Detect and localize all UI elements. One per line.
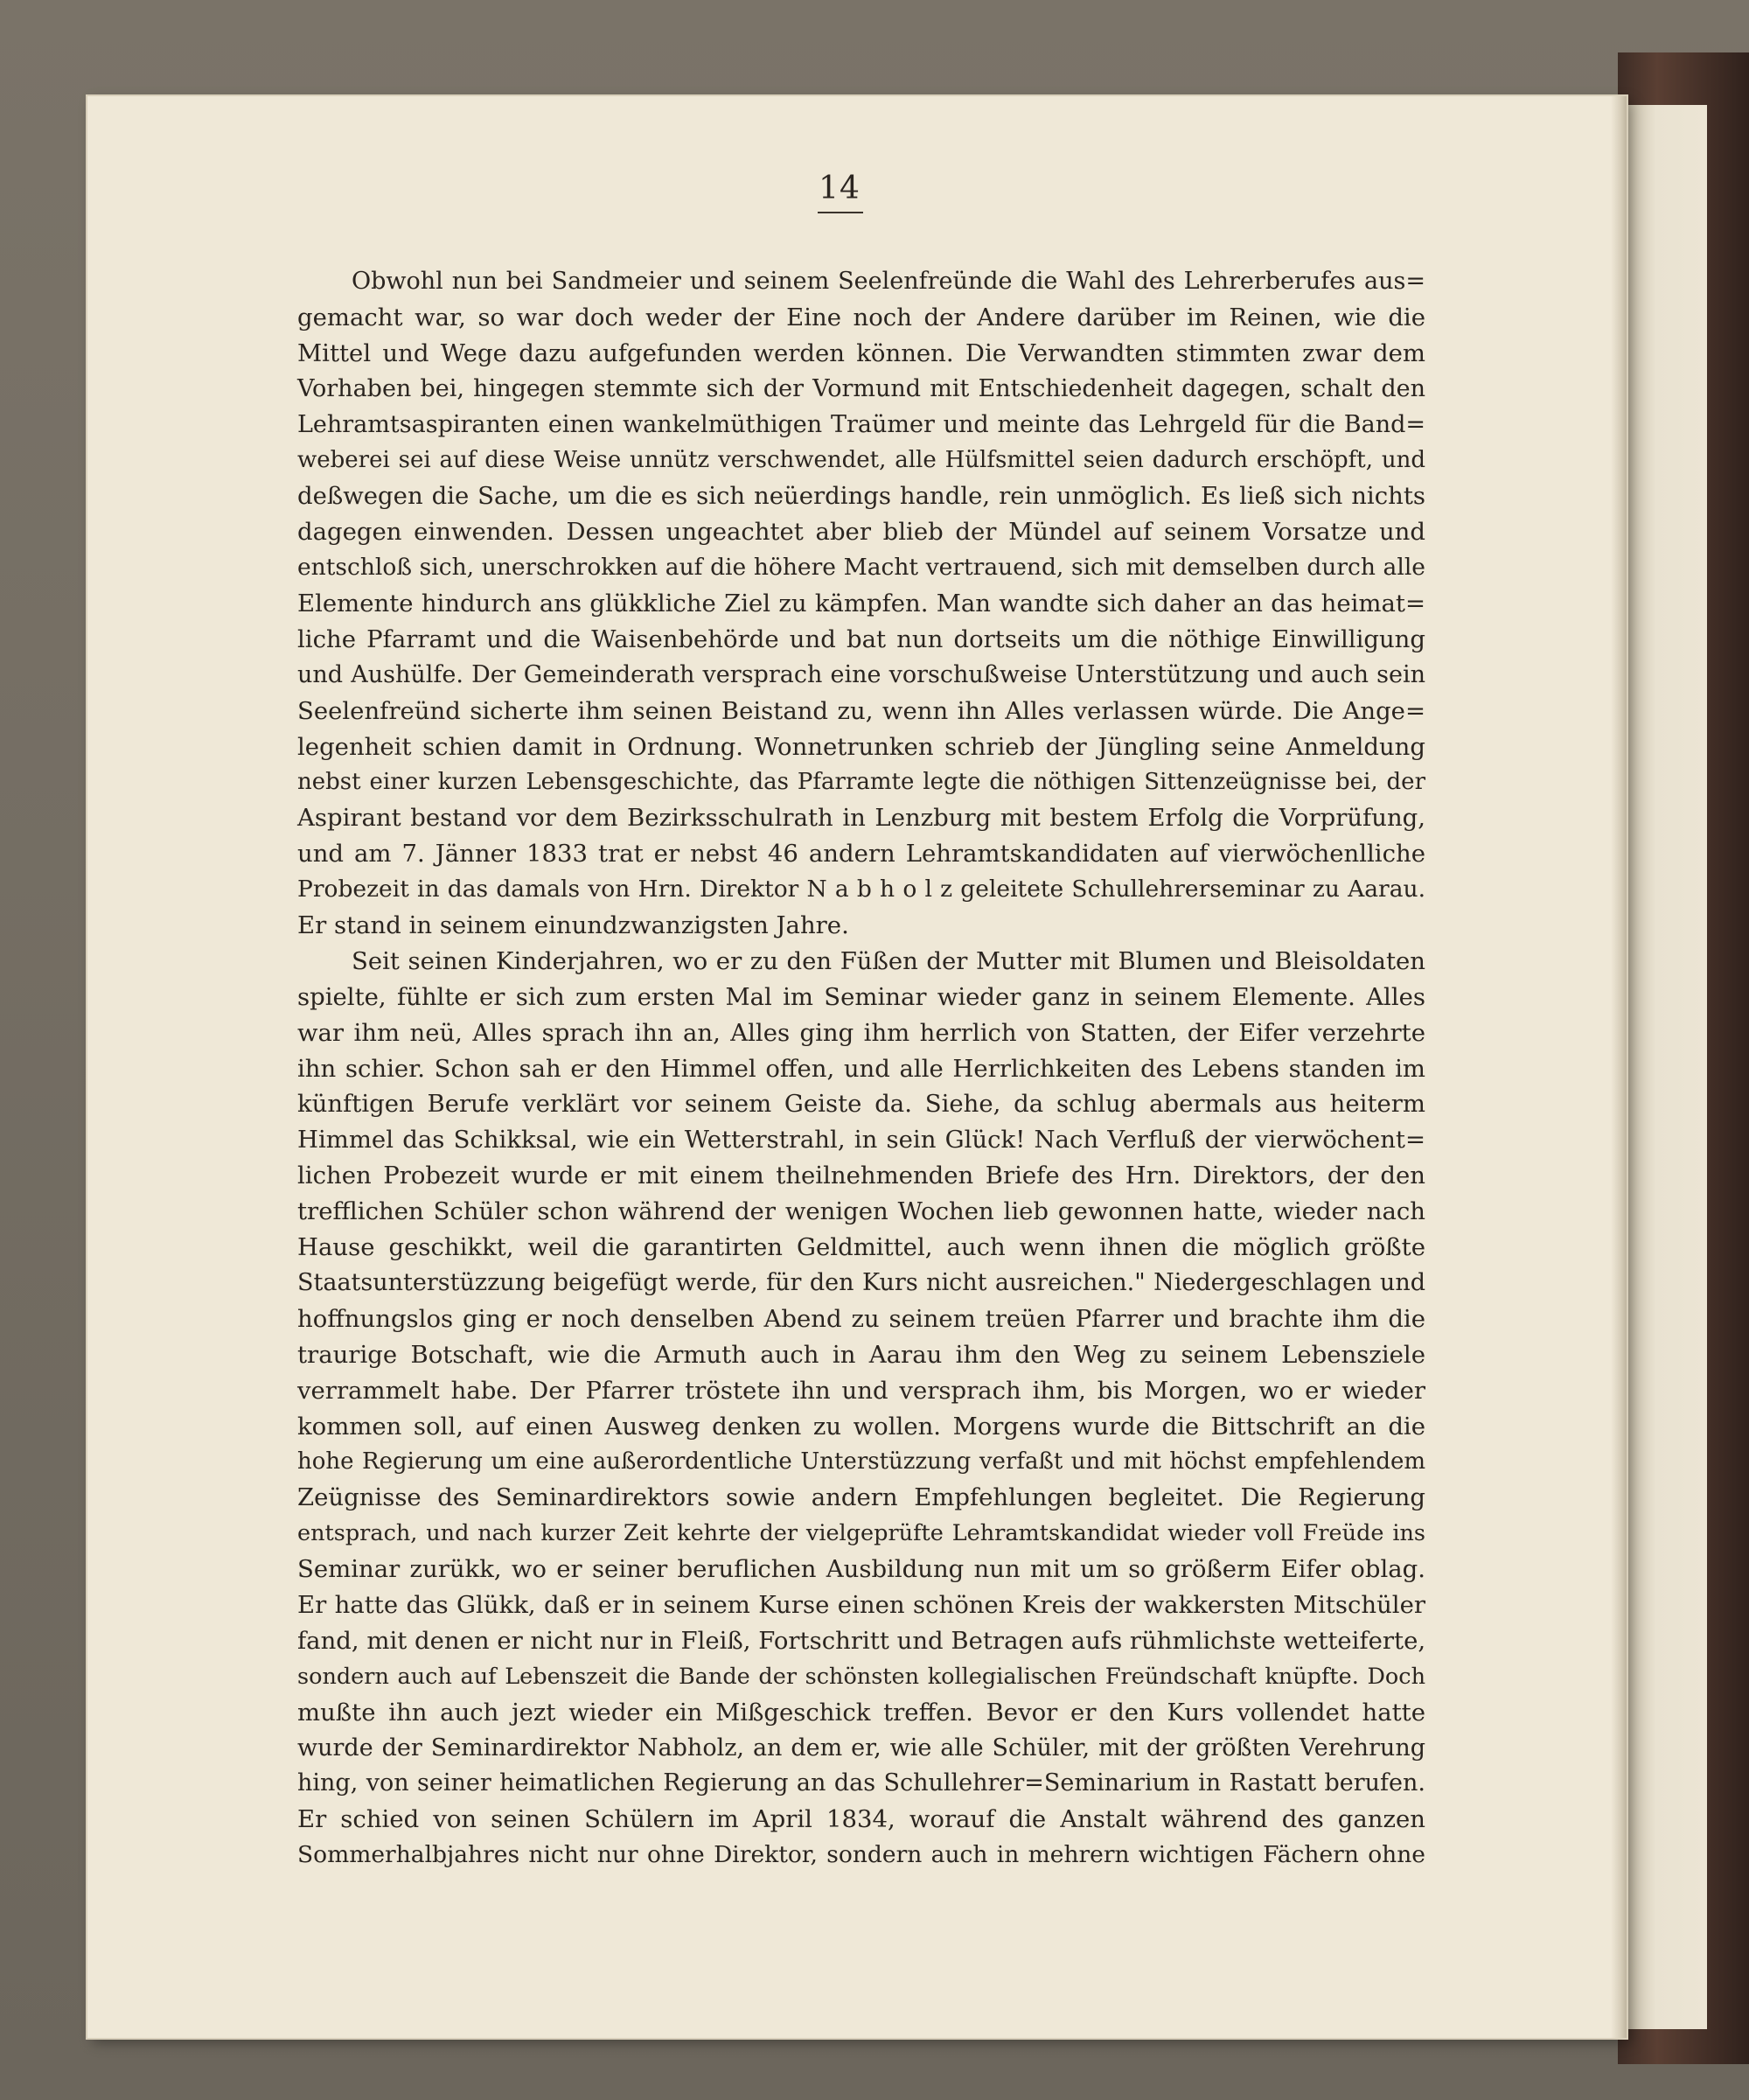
- text-line: trefflichen Schüler schon während der wenigen Wochen lieb gewonnen hatte, wieder nach: [297, 1197, 1425, 1226]
- text-line: Er hatte das Glükk, daß er in seinem Kurse einen schönen Kreis der wakkersten Mitschüler: [297, 1590, 1425, 1619]
- body-text: [297, 264, 1425, 1873]
- text-line: Mittel und Wege dazu aufgefunden werden können. Die Verwandten stimmten zwar dem: [297, 338, 1425, 367]
- text-line: wurde der Seminardirektor Nabholz, an dem er, wie alle Schüler, mit der größten Verehrung: [297, 1734, 1425, 1762]
- text-line: war ihm neü, Alles sprach ihn an, Alles ging ihm herrlich von Statten, der Eifer verzehrte: [297, 1018, 1425, 1047]
- text-line: Hause geschikkt, weil die garantirten Geldmittel, auch wenn ihnen die möglich größte: [297, 1233, 1425, 1262]
- text-line: liche Pfarramt und die Waisenbehörde und bat nun dortseits um die nöthige Einwilligung: [297, 624, 1425, 653]
- text-line: traurige Botschaft, wie die Armuth auch in Aarau ihm den Weg zu seinem Lebensziele: [297, 1340, 1425, 1369]
- text-line: Elemente hindurch ans glükkliche Ziel zu kämpfen. Man wandte sich daher an das heimat=: [297, 590, 1425, 618]
- text-line: gemacht war, so war doch weder der Eine noch der Andere darüber im Reinen, wie die: [297, 303, 1425, 331]
- text-line: Er stand in seinem einundzwanzigsten Jahre.: [297, 911, 849, 940]
- text-line: weberei sei auf diese Weise unnütz verschwendet, alle Hülfsmittel seien dadurch erschöpft, und: [297, 447, 1425, 474]
- text-line: nebst einer kurzen Lebensgeschichte, das Pfarramte legte die nöthigen Sittenzeügnisse bei, der: [297, 769, 1425, 796]
- text-line: Aspirant bestand vor dem Bezirksschulrath in Lenzburg mit bestem Erfolg die Vorprüfung,: [297, 804, 1425, 833]
- text-line: Seminar zurükk, wo er seiner beruflichen Ausbildung nun mit um so größerm Eifer oblag.: [297, 1555, 1425, 1584]
- text-line: hing, von seiner heimatlichen Regierung an das Schullehrer=Seminarium in Rastatt berufen.: [297, 1769, 1425, 1797]
- page-gutter-shadow: [1611, 96, 1627, 2038]
- text-line: hohe Regierung um eine außerordentliche Unterstüzzung verfaßt und mit höchst empfehlendem: [297, 1448, 1425, 1476]
- text-line: Probezeit in das damals von Hrn. Direktor N a b h o l z geleitete Schullehrerseminar zu Aarau.: [297, 876, 1425, 903]
- text-line: fand, mit denen er nicht nur in Fleiß, Fortschritt und Betragen aufs rühmlichste wetteiferte,: [297, 1626, 1426, 1655]
- text-line: deßwegen die Sache, um die es sich neüerdings handle, rein unmöglich. Es ließ sich nichts: [297, 482, 1425, 511]
- text-line: sondern auch auf Lebenszeit die Bande der schönsten kollegialischen Freündschaft knüpfte. Doch: [297, 1663, 1425, 1690]
- text-line: Seelenfreünd sicherte ihm seinen Beistand zu, wenn ihn Alles verlassen würde. Die Ange=: [297, 696, 1425, 725]
- text-line: Himmel das Schikksal, wie ein Wetterstrahl, in sein Glück! Nach Verfluß der vierwöchent=: [297, 1126, 1425, 1155]
- text-line: Seit seinen Kinderjahren, wo er zu den Füßen der Mutter mit Blumen und Bleisoldaten: [352, 946, 1425, 975]
- text-line: verrammelt habe. Der Pfarrer tröstete ihn und versprach ihm, bis Morgen, wo er wieder: [297, 1376, 1425, 1405]
- text-line: und am 7. Jänner 1833 trat er nebst 46 andern Lehramtskandidaten auf vierwöchenlliche: [297, 840, 1425, 869]
- text-line: entsprach, und nach kurzer Zeit kehrte der vielgeprüfte Lehramtskandidat wieder voll Freüde ins: [297, 1520, 1425, 1547]
- facing-page-edge: [1628, 105, 1707, 2029]
- text-line: und Aushülfe. Der Gemeinderath versprach eine vorschußweise Unterstützung und auch sein: [297, 660, 1425, 688]
- text-line: legenheit schien damit in Ordnung. Wonnetrunken schrieb der Jüngling seine Anmeldung: [297, 732, 1425, 761]
- page-number-rule: [818, 212, 863, 213]
- text-line: Vorhaben bei, hingegen stemmte sich der Vormund mit Entschiedenheit dagegen, schalt den: [297, 374, 1425, 402]
- text-line: dagegen einwenden. Dessen ungeachtet aber blieb der Mündel auf seinem Vorsatze und: [297, 518, 1425, 547]
- text-line: Zeügnisse des Seminardirektors sowie andern Empfehlungen begleitet. Die Regierung: [297, 1483, 1425, 1512]
- page-number: 14: [819, 171, 861, 206]
- text-line: mußte ihn auch jezt wieder ein Mißgeschick treffen. Bevor er den Kurs vollendet hatte: [297, 1698, 1425, 1727]
- text-line: künftigen Berufe verklärt vor seinem Geiste da. Siehe, da schlug abermals aus heiterm: [297, 1090, 1425, 1119]
- text-line: spielte, fühlte er sich zum ersten Mal im Seminar wieder ganz in seinem Elemente. Alles: [297, 982, 1425, 1011]
- text-line: Er schied von seinen Schülern im April 1834, worauf die Anstalt während des ganzen: [297, 1805, 1425, 1834]
- text-line: hoffnungslos ging er noch denselben Abend zu seinem treüen Pfarrer und brachte ihm die: [297, 1304, 1425, 1333]
- text-line: entschloß sich, unerschrokken auf die höhere Macht vertrauend, sich mit demselben durch alle: [297, 554, 1425, 582]
- text-line: kommen soll, auf einen Ausweg denken zu wollen. Morgens wurde die Bittschrift an die: [297, 1412, 1425, 1441]
- text-line: lichen Probezeit wurde er mit einem theilnehmenden Briefe des Hrn. Direktors, der den: [297, 1162, 1425, 1190]
- text-line: Obwohl nun bei Sandmeier und seinem Seelenfreünde die Wahl des Lehrerberufes aus=: [352, 268, 1425, 295]
- text-line: Sommerhalbjahres nicht nur ohne Direktor, sondern auch in mehrern wichtigen Fächern ohne: [297, 1841, 1425, 1869]
- text-line: Lehramtsaspiranten einen wankelmüthigen Traümer und meinte das Lehrgeld für die Band=: [297, 410, 1425, 438]
- text-line: Staatsunterstüzzung beigefügt werde, für den Kurs nicht ausreichen." Niedergeschlagen und: [297, 1268, 1425, 1296]
- text-line: ihn schier. Schon sah er den Himmel offen, und alle Herrlichkeiten des Lebens standen im: [297, 1054, 1425, 1083]
